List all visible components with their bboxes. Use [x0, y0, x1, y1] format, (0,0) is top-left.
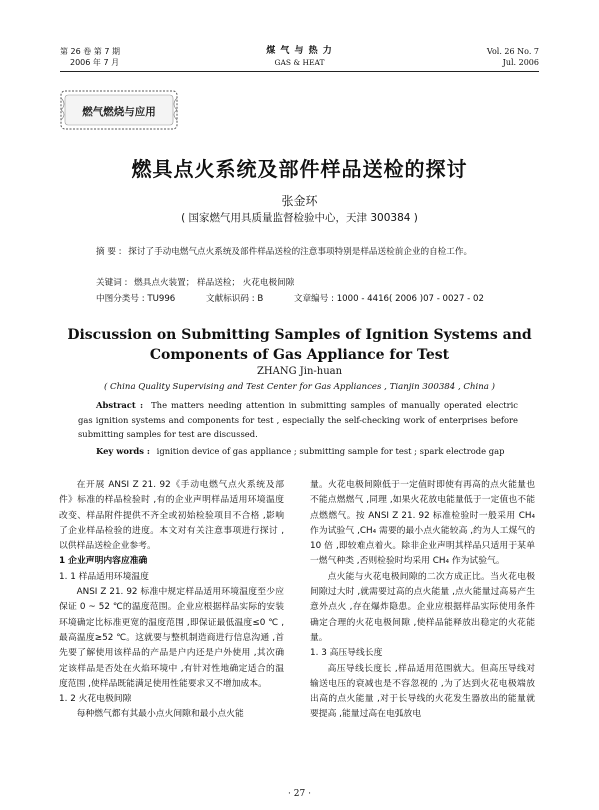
subsection-heading-1-1: 1. 1 样品适用环境温度: [59, 571, 149, 582]
keywords-cn-text: 燃具点火装置； 样品送检； 火花电极间隙: [134, 278, 295, 288]
header-volume-en: [487, 46, 539, 68]
intro-paragraph: 在开展 ANSI Z 21. 92《手动电燃气点火系统及部件》标准的样品检验时 ,有的企业声明样品适用环境温度改变、样品附件提供不齐全或初始检验项目不合格 ,影响了企业样品检验的进度。本文对有关注意事项进行探讨 ,以供样品送检企业参考。: [59, 480, 284, 552]
subsection-heading-1-2: 1. 2 火花电极间隙: [59, 694, 132, 705]
affiliation-en: ( China Quality Supervising and Test Center for Gas Appliances , Tianjin 300384 , China ): [103, 382, 496, 392]
article-title-en: [0, 325, 599, 365]
paragraph-1-3: 高压导线长度长 ,样品适用范围就大。但高压导线对输送电压的衰减也是不容忽视的 ,为了达到火花电极端放出高的点火能量 ,对于长导线的火花发生器放出的能量就要提高 ,能量过高在电弧放电: [310, 663, 535, 720]
section-heading-1: 1 企业声明内容应准确: [59, 556, 148, 567]
page-number: · 27 ·: [288, 789, 311, 799]
paragraph-1-2-continued: 量。火花电极间隙低于一定值时即使有再高的点火能量也不能点燃燃气 ,同理 ,如果火花放电能量低于一定值也不能点燃燃气。按 ANSI Z 21. 92 标准检验时一般采用 CH₄ 作为试验气 ,CH₄ 需要的最小点火能较高 ,约为人工煤气的 10 倍 ,即较难点着火。除非企业声明其样品只适用于某单一燃气种类 ,否则检验时均采用 CH₄ 作为试验气。: [310, 480, 535, 567]
section-banner-label: 燃气燃烧与应用: [82, 106, 156, 118]
keywords-cn-label: 关键词 :: [96, 278, 128, 288]
abstract-cn: [78, 245, 516, 260]
paragraph-1-2: 每种燃气都有其最小点火间隙和最小点火能: [76, 709, 244, 720]
header-date: 2006 年 7 月: [70, 58, 120, 67]
classification-line: [96, 292, 484, 307]
keywords-cn: [96, 276, 294, 291]
header-volume-issue: 第 26 卷 第 7 期: [60, 47, 120, 56]
article-title-en-line1: Discussion on Submitting Samples of Ignition Systems and: [67, 327, 532, 343]
keywords-en: [96, 446, 504, 456]
keywords-en-text: ignition device of gas appliance ; submitting sample for test ; spark electrode gap: [156, 446, 505, 456]
article-title-en-line2: Components of Gas Appliance for Test: [149, 347, 450, 363]
author-cn: 张金环: [281, 194, 318, 208]
abstract-en-label: Abstract :: [96, 400, 144, 410]
abstract-en-text: The matters needing attention in submitting samples of manually operated electric gas ignition systems and components for test , especially the self-checking work of enterprises before submitting samples for test are discussed.: [78, 400, 518, 439]
clc-number: 中图分类号 : TU996: [96, 294, 176, 304]
affiliation-cn: ( 国家燃气用具质量监督检验中心，天津 300384 ): [181, 212, 418, 224]
header-rule: [60, 71, 539, 72]
article-title-cn: 燃具点火系统及部件样品送检的探讨: [131, 157, 468, 181]
paragraph-1-1: ANSI Z 21. 92 标准中规定样品适用环境温度至少应保证 0 ~ 52 ℃的温度范围。企业应根据样品实际的安装环境确定比标准更宽的温度范围 ,即保证最低温度≤0 ℃ ,最高温度≥52 ℃。这就要与整机制造商进行信息沟通 ,首先要了解使用该样品的产品是户内还是户外使用 ,其次确定该样品是否处在火焰环境中 ,有针对性地确定适合的温度范围 ,使样品既能满足使用性能要求又不增加成本。: [59, 587, 284, 689]
author-en: ZHANG Jin-huan: [256, 366, 343, 377]
header-month-en: Jul. 2006: [502, 58, 539, 67]
abstract-cn-label: 摘 要 :: [96, 247, 122, 257]
abstract-cn-text: 探讨了手动电燃气点火系统及部件样品送检的注意事项特别是样品送检前企业的自检工作。: [128, 247, 473, 257]
body-right-column: [310, 478, 535, 723]
body-left-column: [59, 478, 284, 723]
paragraph-1-2-b: 点火能与火花电极间隙的二次方成正比。当火花电极间隙过大时 ,就需要过高的点火能量 ,点火能量过高易产生意外点火 ,存在爆炸隐患。企业应根据样品实际使用条件确定合理的火花电极间隙 ,使样品能释放出稳定的火花能量。: [310, 571, 535, 643]
keywords-en-label: Key words :: [96, 446, 150, 456]
subsection-heading-1-3: 1. 3 高压导线长度: [310, 648, 383, 659]
header-vol-no: Vol. 26 No. 7: [486, 47, 539, 56]
header-journal-en: GAS & HEAT: [274, 58, 325, 67]
abstract-en: [78, 398, 518, 442]
doc-code: 文献标识码 : B: [206, 294, 264, 304]
section-banner: [58, 88, 180, 132]
article-number: 文章编号 : 1000 - 4416( 2006 )07 - 0027 - 02: [293, 294, 484, 304]
header-journal-cn: 煤 气 与 热 力: [266, 46, 333, 56]
